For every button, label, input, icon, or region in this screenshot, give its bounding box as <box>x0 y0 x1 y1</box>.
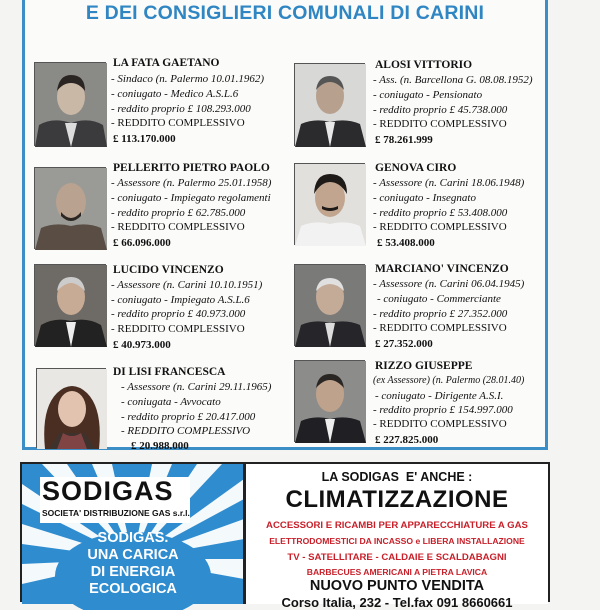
person-total: £ 53.408.000 <box>377 237 435 249</box>
person-role: - Sindaco (n. Palermo 10.01.1962) <box>111 73 265 85</box>
person-status: - coniugato - Commerciante <box>377 293 501 305</box>
ad-logo: SODIGAS <box>42 476 174 506</box>
person-role: - Assessore (n. Carini 10.10.1951) <box>111 279 263 291</box>
person-total: £ 66.096.000 <box>113 237 171 249</box>
ad-headline: LA SODIGAS E' ANCHE : <box>321 470 473 484</box>
sodigas-advertisement <box>20 462 550 610</box>
person-total: £ 40.973.000 <box>113 339 171 351</box>
person-name: MARCIANO' VINCENZO <box>375 263 509 275</box>
person-status: - coniugato - Impiegato regolamenti <box>111 192 271 204</box>
person-name: GENOVA CIRO <box>375 162 457 174</box>
ad-line-2: ELETTRODOMESTICI DA INCASSO e LIBERA INSTALLAZIONE <box>269 536 525 546</box>
person-name: LA FATA GAETANO <box>113 57 220 69</box>
person-income: - reddito proprio £ 27.352.000 <box>373 308 508 320</box>
person-name: RIZZO GIUSEPPE <box>375 360 473 372</box>
person-income: - reddito proprio £ 53.408.000 <box>373 207 508 219</box>
ad-line-1: ACCESSORI E RICAMBI PER APPARECCHIATURE A GAS <box>266 520 528 531</box>
person-total-label: - REDDITO COMPLESSIVO <box>111 323 245 335</box>
person-total: £ 113.170.000 <box>113 133 176 145</box>
person-income: - reddito proprio £ 40.973.000 <box>111 308 246 320</box>
person-total-label: - REDDITO COMPLESSIVO <box>373 118 507 130</box>
person-status: - coniugato - Insegnato <box>373 192 476 204</box>
person-total-label: - REDDITO COMPLESSIVO <box>373 221 507 233</box>
ad-slogan-3: DI ENERGIA <box>90 564 176 580</box>
person-role: - Assessore (n. Palermo 25.01.1958) <box>111 177 272 189</box>
person-role: - Ass. (n. Barcellona G. 08.08.1952) <box>373 74 533 86</box>
portrait-photo <box>294 163 365 245</box>
person-status: - coniugata - Avvocato <box>121 396 221 408</box>
person-total-label: - REDDITO COMPLESSIVO <box>373 418 507 430</box>
ad-slogan-2: UNA CARICA <box>87 547 179 563</box>
person-name: ALOSI VITTORIO <box>375 59 473 71</box>
person-total: £ 78.261.999 <box>375 134 433 146</box>
page-frame <box>22 0 548 450</box>
person-total: £ 27.352.000 <box>375 338 433 350</box>
ad-slogan-1: SODIGAS. <box>97 530 169 546</box>
person-name: PELLERITO PIETRO PAOLO <box>113 162 270 174</box>
ad-brand-panel <box>22 464 244 604</box>
portrait-photo <box>34 264 106 346</box>
ad-climatizzazione: CLIMATIZZAZIONE <box>285 486 509 513</box>
person-total-label: - REDDITO COMPLESSIVO <box>111 117 245 129</box>
person-total-label: - REDDITO COMPLESSIVO <box>111 221 245 233</box>
person-income: - reddito proprio £ 154.997.000 <box>373 404 513 416</box>
ad-services-panel <box>246 464 548 610</box>
person-role: (ex Assessore) (n. Palermo (28.01.40) <box>373 375 525 386</box>
portrait-photo <box>36 368 106 448</box>
person-income: - reddito proprio £ 62.785.000 <box>111 207 246 219</box>
ad-slogan-4: ECOLOGICA <box>89 581 177 597</box>
portrait-photo <box>294 360 365 442</box>
ad-line-4: BARBECUES AMERICANI A PIETRA LAVICA <box>306 567 488 577</box>
person-status: - coniugato - Medico A.S.L.6 <box>111 88 239 100</box>
person-income: - reddito proprio £ 20.417.000 <box>121 411 256 423</box>
ad-address: Corso Italia, 232 - Tel.fax 091 8660661 <box>281 595 513 610</box>
person-total: £ 227.825.000 <box>375 434 439 446</box>
portrait-photo <box>34 167 106 249</box>
person-status: - coniugato - Pensionato <box>373 89 483 101</box>
portrait-photo <box>294 63 365 146</box>
portrait-photo <box>294 264 365 346</box>
person-status: - coniugato - Impiegato A.S.L.6 <box>111 294 250 306</box>
person-status: - coniugato - Dirigente A.S.I. <box>375 390 504 402</box>
person-role: - Assessore (n. Carini 06.04.1945) <box>373 278 525 290</box>
portrait-photo <box>34 62 106 146</box>
ad-line-3: TV - SATELLITARE - CALDAIE E SCALDABAGNI <box>287 552 507 563</box>
person-name: DI LISI FRANCESCA <box>113 366 226 378</box>
person-income: - reddito proprio £ 108.293.000 <box>111 103 251 115</box>
person-role: - Assessore (n. Carini 29.11.1965) <box>121 381 272 393</box>
page-title: E DEI CONSIGLIERI COMUNALI DI CARINI <box>85 2 485 24</box>
person-total-label: - REDDITO COMPLESSIVO <box>373 322 507 334</box>
person-total-label: - REDDITO COMPLESSIVO <box>121 425 251 437</box>
person-income: - reddito proprio £ 45.738.000 <box>373 104 508 116</box>
person-role: - Assessore (n. Carini 18.06.1948) <box>373 177 525 189</box>
ad-company: SOCIETA' DISTRIBUZIONE GAS s.r.l. <box>42 508 190 518</box>
ad-store: NUOVO PUNTO VENDITA <box>309 578 485 594</box>
person-name: LUCIDO VINCENZO <box>113 264 224 276</box>
person-total: £ 20.988.000 <box>131 440 189 452</box>
